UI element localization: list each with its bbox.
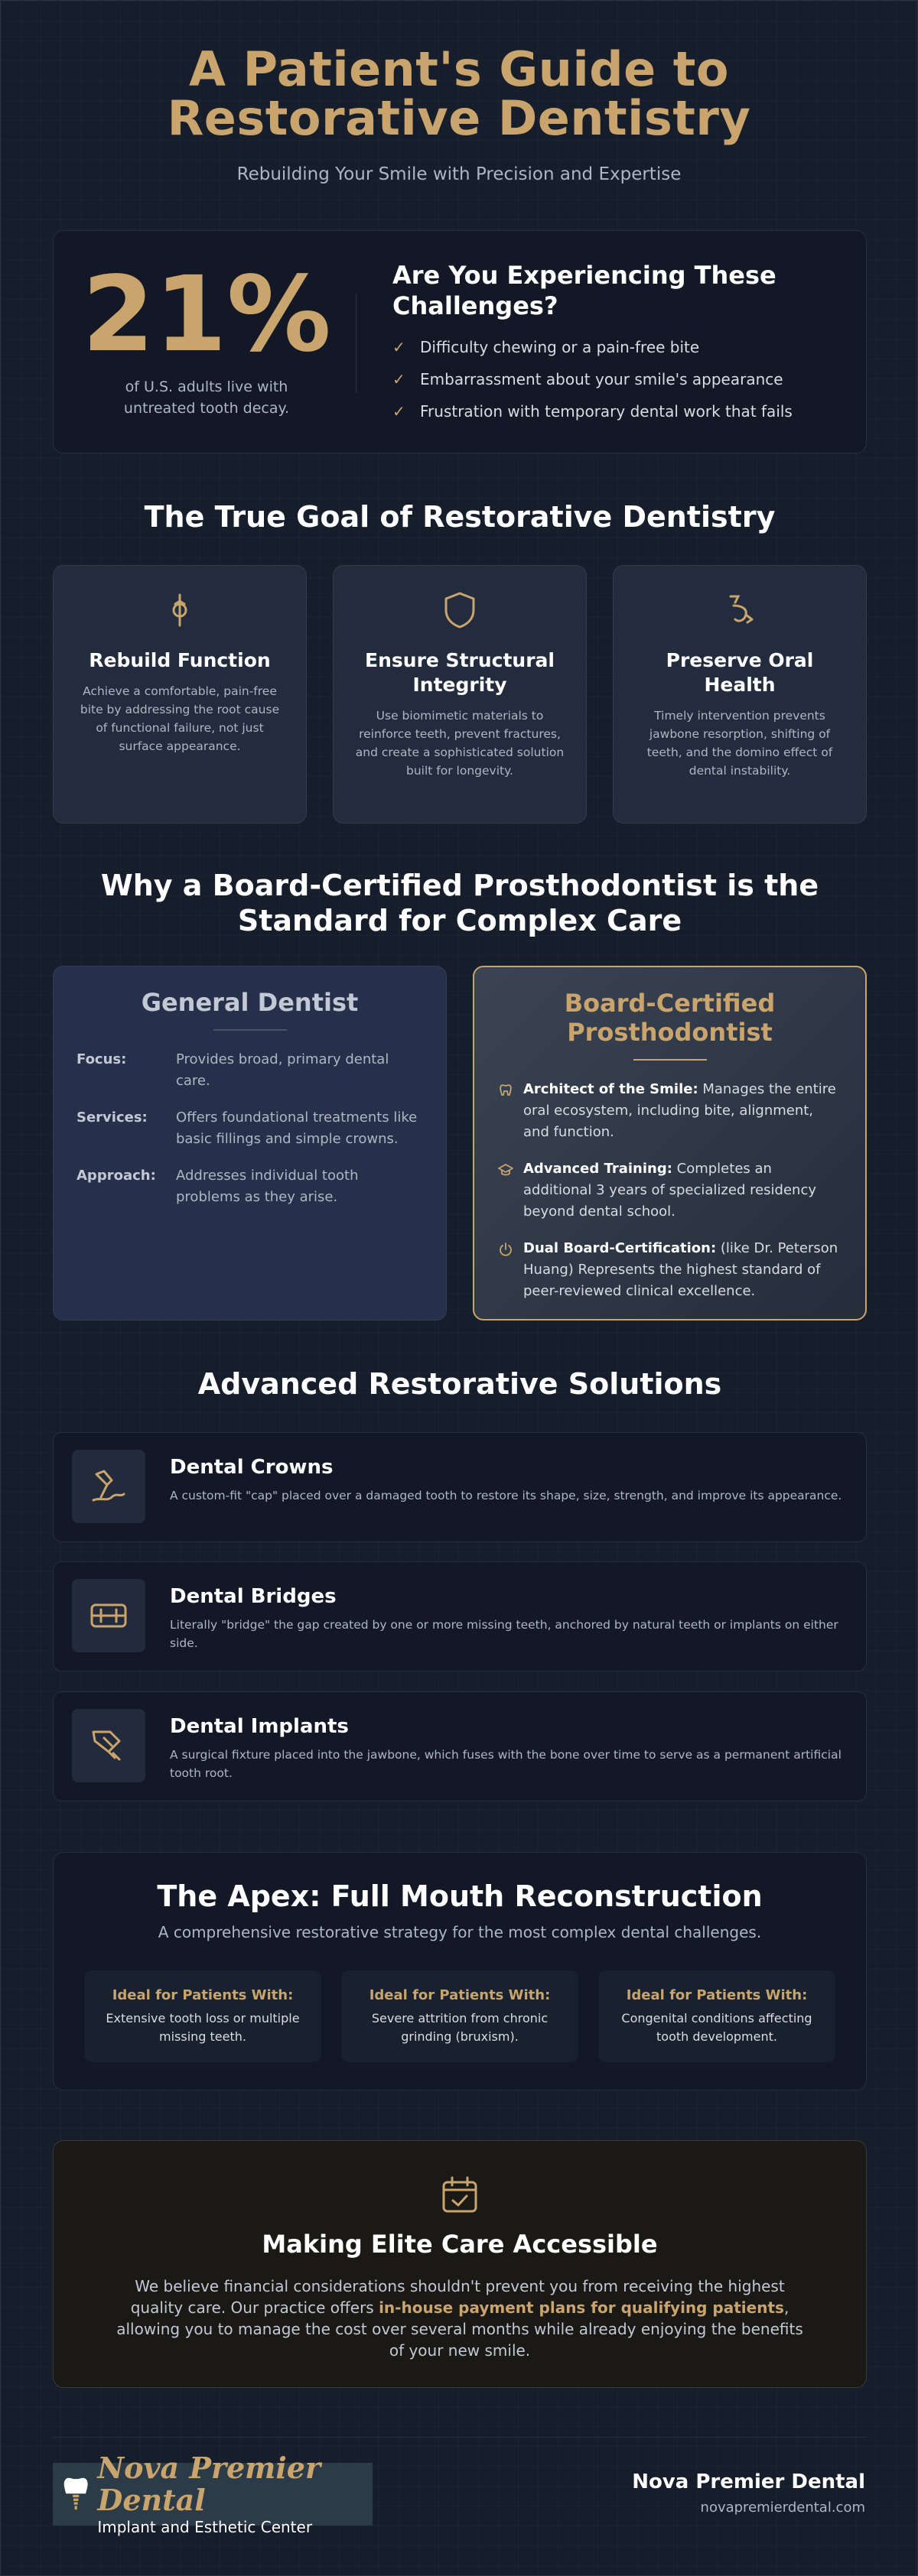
ideal-text: Congenital conditions affecting tooth development. [621, 2011, 812, 2044]
tooth-logo-icon [57, 2467, 94, 2521]
compare-row [497, 1238, 842, 1302]
row-value: Completes an additional 3 years of specialized residency beyond dental school. [523, 1161, 817, 1220]
challenge-text: Difficulty chewing or a pain-free bite [420, 338, 700, 356]
footer-website-link[interactable]: novapremierdental.com [700, 2500, 865, 2516]
row-key: Services: [76, 1109, 148, 1126]
page-title-line2: Restorative Dentistry [167, 90, 751, 146]
shield-icon [438, 589, 481, 632]
page-title-line1: A Patient's Guide to [189, 41, 729, 97]
ideal-text: Severe attrition from chronic grinding (bruxism). [371, 2011, 549, 2044]
accessible-text-start: We believe financial considerations shouldn't prevent you from receiving the highest quality care. Our practice offers [130, 2277, 785, 2317]
row-value: Offers foundational treatments like basic fillings and simple crowns. [176, 1109, 418, 1147]
page-subtitle: Rebuilding Your Smile with Precision and Expertise [236, 164, 682, 184]
row-text [523, 1158, 842, 1223]
row-text [523, 1238, 842, 1302]
stat-caption-line2: untreated tooth decay. [123, 400, 290, 417]
hero-header [1, 1, 917, 184]
solution-bridges [53, 1561, 867, 1671]
prosthodontist-title [497, 989, 842, 1047]
list-item [392, 402, 836, 421]
compare-title-line1: Why a Board-Certified Prosthodontist is the [100, 869, 819, 902]
challenges-heading [392, 260, 836, 321]
goal-card-integrity [333, 565, 587, 823]
graduation-cap-icon [497, 1158, 523, 1223]
footer-practice-name: Nova Premier Dental [632, 2470, 865, 2493]
prosthodontist-title-line2: Prosthodontist [567, 1018, 773, 1047]
row-value: Manages the entire oral ecosystem, including bite, alignment, and function. [523, 1081, 836, 1140]
check-icon: ✓ [392, 370, 405, 388]
ideal-box [341, 1970, 578, 2062]
row-key: Dual Board-Certification: [523, 1240, 717, 1256]
compare-row [76, 1049, 423, 1092]
row-value: Provides broad, primary dental care. [176, 1051, 389, 1089]
challenges-list [392, 338, 836, 421]
compare-row [76, 1107, 423, 1150]
footer-contact [632, 2470, 865, 2516]
goals-title: The True Goal of Restorative Dentistry [144, 500, 776, 534]
prosthodontist-card [473, 966, 867, 1320]
goal-title: Ensure Structural Integrity [365, 649, 555, 696]
challenge-text: Embarrassment about your smile's appearance [420, 370, 783, 388]
logo-tagline: Implant and Esthetic Center [97, 2518, 313, 2536]
ideal-title: Ideal for Patients With: [626, 1987, 808, 2003]
logo-brand: Nova Premier Dental [97, 2451, 321, 2517]
compare-row [76, 1165, 423, 1208]
stat-card [53, 230, 867, 453]
row-key: Architect of the Smile: [523, 1081, 698, 1097]
row-text [523, 1079, 842, 1143]
goal-title: Preserve Oral Health [666, 649, 814, 696]
power-icon [497, 1238, 523, 1302]
apex-title: The Apex: Full Mouth Reconstruction [157, 1879, 763, 1913]
footer-divider [53, 2437, 867, 2438]
solutions-title: Advanced Restorative Solutions [197, 1367, 722, 1401]
row-value: Addresses individual tooth problems as they arise. [176, 1168, 359, 1205]
accessible-text [116, 2276, 804, 2361]
compare-title [1, 868, 918, 938]
challenges-heading-line1: Are You Experiencing These [392, 261, 776, 290]
goal-text: Achieve a comfortable, pain-free bite by addressing the root cause of functional failure, not just surface appearance. [80, 684, 280, 753]
solution-text: A surgical fixture placed into the jawbone, which fuses with the bone over time to serve as a permanent artificial tooth root. [170, 1748, 842, 1780]
goal-text: Timely intervention prevents jawbone resorption, shifting of teeth, and the domino effect of dental instability. [646, 709, 833, 778]
solution-implants [53, 1691, 867, 1801]
stat-caption-line1: of U.S. adults live with [125, 378, 288, 395]
accessible-title: Making Elite Care Accessible [262, 2230, 658, 2259]
compare-row [497, 1158, 842, 1223]
solution-text: A custom-fit "cap" placed over a damaged tooth to restore its shape, size, strength, and improve its appearance. [170, 1489, 842, 1502]
solution-crowns [53, 1432, 867, 1542]
ideal-box [598, 1970, 835, 2062]
implant-icon [72, 1709, 145, 1782]
divider [633, 1059, 707, 1061]
stat-block [76, 255, 337, 419]
ideal-title: Ideal for Patients With: [112, 1987, 294, 2003]
compare-title-line2: Standard for Complex Care [237, 904, 682, 937]
solution-title: Dental Implants [170, 1715, 349, 1738]
tooth-icon [497, 1079, 523, 1143]
crown-icon [72, 1450, 145, 1523]
solution-title: Dental Crowns [170, 1456, 334, 1479]
general-dentist-title: General Dentist [141, 988, 359, 1017]
goal-card-function [53, 565, 307, 823]
list-item [392, 370, 836, 388]
divider [213, 1029, 287, 1031]
row-key: Approach: [76, 1168, 156, 1184]
bridge-icon [72, 1579, 145, 1652]
row-key: Advanced Training: [523, 1161, 672, 1177]
challenge-text: Frustration with temporary dental work that fails [420, 402, 793, 421]
goal-title: Rebuild Function [89, 649, 271, 671]
stat-caption [76, 376, 337, 419]
list-item [392, 338, 836, 356]
goal-text: Use biomimetic materials to reinforce teeth, prevent fractures, and create a sophisticated solution built for longevity. [355, 709, 565, 778]
dental-tool-icon [718, 589, 761, 632]
accessible-text-end: , allowing you to manage the cost over several months while already enjoying the benefits of your new smile. [116, 2298, 803, 2360]
apex-card [53, 1852, 867, 2090]
ideal-title: Ideal for Patients With: [369, 1987, 551, 2003]
ideal-text: Extensive tooth loss or multiple missing teeth. [106, 2011, 300, 2044]
payment-plans-highlight: in-house payment plans for qualifying patients [379, 2298, 784, 2317]
general-dentist-card [53, 966, 447, 1320]
logo-text [97, 2452, 373, 2536]
row-value: (like Dr. Peterson Huang) Represents the highest standard of peer-reviewed clinical excellence. [523, 1240, 838, 1299]
solution-title: Dental Bridges [170, 1585, 337, 1608]
calendar-check-icon [438, 2173, 482, 2217]
compare-row [497, 1079, 842, 1143]
solution-text: Literally "bridge" the gap created by one or more missing teeth, anchored by natural teeth or implants on either side. [170, 1618, 838, 1650]
challenges-heading-line2: Challenges? [392, 291, 558, 320]
check-icon: ✓ [392, 402, 405, 421]
tooth-icon [158, 589, 201, 632]
page-title [1, 41, 917, 146]
accessible-care-card [53, 2140, 867, 2388]
ideal-box [84, 1970, 321, 2062]
goal-card-oral-health [613, 565, 867, 823]
logo [53, 2451, 373, 2536]
challenges-block [392, 260, 836, 434]
prosthodontist-title-line1: Board-Certified [564, 989, 776, 1018]
stat-value: 21% [82, 255, 331, 375]
apex-lead: A comprehensive restorative strategy for the most complex dental challenges. [158, 1923, 762, 1941]
check-icon: ✓ [392, 338, 405, 356]
row-key: Focus: [76, 1051, 127, 1067]
